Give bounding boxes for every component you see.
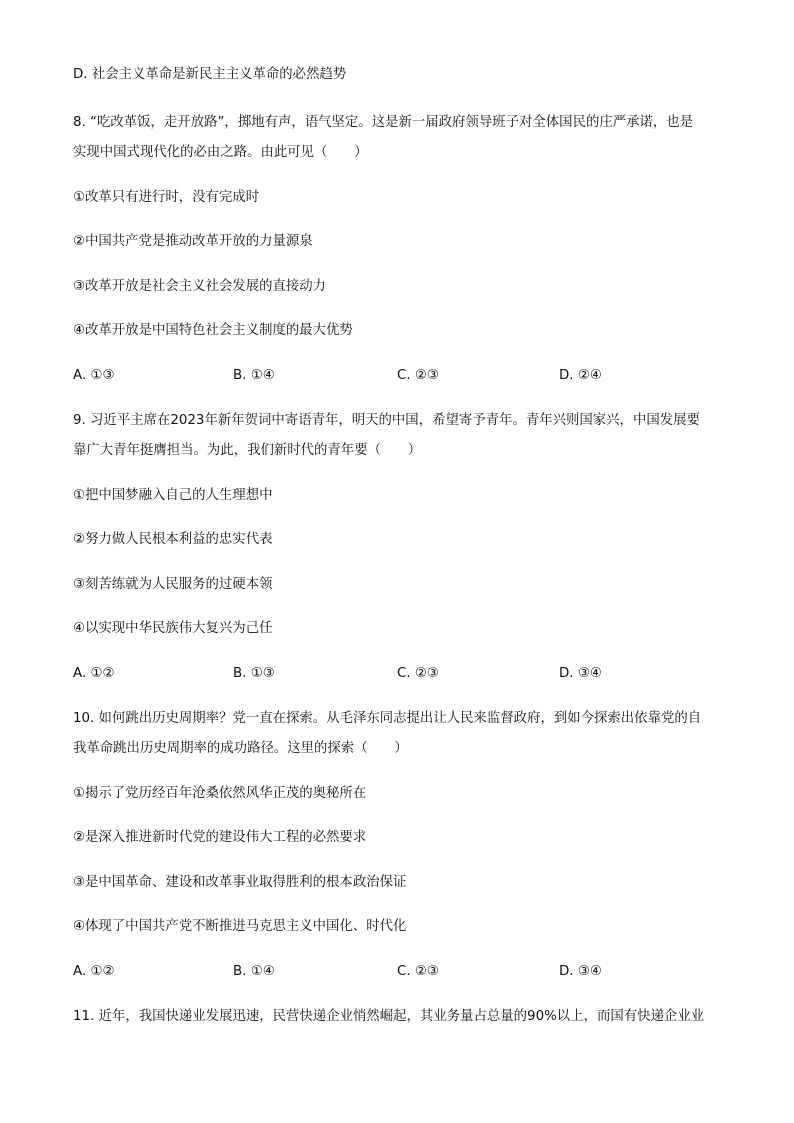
q10-options [73,963,723,981]
q11-stem-line-1: 11. 近年，我国快递业发展迅速，民营快递企业悄然崛起，其业务量占总量的90%以上，而国有快递企业业 [73,1009,705,1024]
q8-statement-3: ③改革开放是社会主义社会发展的直接动力 [73,279,327,294]
q8-statement-4: ④改革开放是中国特色社会主义制度的最大优势 [73,323,353,338]
q9-statement-3: ③刻苦练就为人民服务的过硬本领 [73,577,273,592]
q8-options [73,367,723,385]
q10-stem-line-2: 我革命跳出历史周期率的成功路径。这里的探索（ ） [73,741,408,756]
q10-stem-line-1: 10. 如何跳出历史周期率？党一直在探索。从毛泽东同志提出让人民来监督政府，到如今探索出依靠党的自 [73,711,702,726]
q10-option-d: D. ③④ [559,964,602,979]
q9-option-b: B. ①③ [233,666,275,681]
q9-option-a: A. ①② [73,666,115,681]
q8-statement-1: ①改革只有进行时，没有完成时 [73,190,260,205]
q8-statement-2: ②中国共产党是推动改革开放的力量源泉 [73,234,313,249]
q9-option-c: C. ②③ [397,666,439,681]
q8-stem-line-2: 实现中国式现代化的必由之路。由此可见（ ） [73,145,368,160]
q8-option-c: C. ②③ [397,368,439,383]
q10-option-c: C. ②③ [397,964,439,979]
q9-stem-line-2: 靠广大青年挺膺担当。为此，我们新时代的青年要（ ） [73,443,422,458]
q10-statement-2: ②是深入推进新时代党的建设伟大工程的必然要求 [73,830,367,845]
q10-option-a: A. ①② [73,964,115,979]
q10-option-b: B. ①④ [233,964,275,979]
q10-statement-1: ①揭示了党历经百年沧桑依然风华正茂的奥秘所在 [73,786,367,801]
q8-option-b: B. ①④ [233,368,275,383]
q8-option-d: D. ②④ [559,368,602,383]
q9-options [73,665,723,683]
q7-option-d: D. 社会主义革命是新民主主义革命的必然趋势 [73,67,347,82]
q8-option-a: A. ①③ [73,368,115,383]
q10-statement-3: ③是中国革命、建设和改革事业取得胜利的根本政治保证 [73,875,407,890]
q8-stem-line-1: 8. “吃改革饭，走开放路”，掷地有声，语气坚定。这是新一届政府领导班子对全体国民的庄严承诺，也是 [73,115,694,130]
q9-statement-2: ②努力做人民根本利益的忠实代表 [73,532,273,547]
q9-statement-4: ④以实现中华民族伟大复兴为己任 [73,621,273,636]
q9-stem-line-1: 9. 习近平主席在2023年新年贺词中寄语青年，明天的中国，希望寄予青年。青年兴则国家兴，中国发展要 [73,413,700,428]
q9-option-d: D. ③④ [559,666,602,681]
q9-statement-1: ①把中国梦融入自己的人生理想中 [73,488,273,503]
q10-statement-4: ④体现了中国共产党不断推进马克思主义中国化、时代化 [73,919,407,934]
